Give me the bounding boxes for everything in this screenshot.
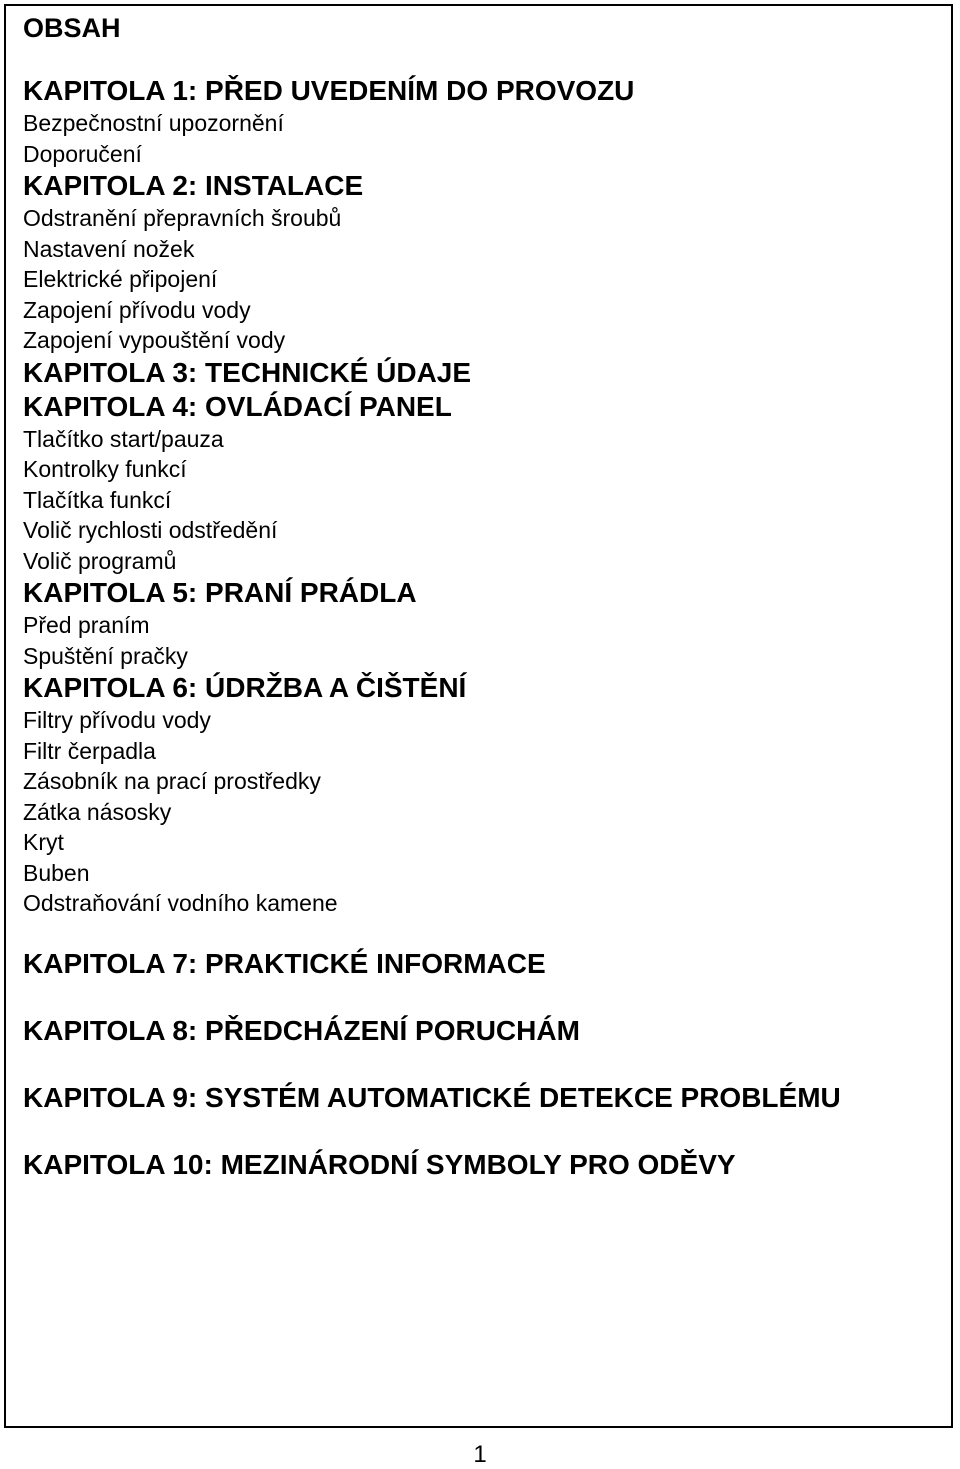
toc-item: Bezpečnostní upozornění xyxy=(23,110,284,136)
page-number: 1 xyxy=(473,1441,487,1468)
toc-item: Tlačítka funkcí xyxy=(23,486,172,513)
toc-item: Kontrolky funkcí xyxy=(23,456,187,482)
toc-chapter-3: KAPITOLA 3: TECHNICKÉ ÚDAJE xyxy=(23,356,472,388)
toc-item: Doporučení xyxy=(23,140,142,167)
table-of-contents xyxy=(23,74,933,1182)
toc-item: Zátka násosky xyxy=(23,798,172,825)
toc-chapter-2: KAPITOLA 2: INSTALACE xyxy=(23,170,364,201)
toc-item: Filtry přívodu vody xyxy=(23,707,211,733)
toc-chapter-1: KAPITOLA 1: PŘED UVEDENÍM DO PROVOZU xyxy=(23,75,635,106)
toc-item: Buben xyxy=(23,859,90,886)
toc-item: Před praním xyxy=(23,612,150,638)
toc-chapter-7: KAPITOLA 7: PRAKTICKÉ INFORMACE xyxy=(23,947,546,979)
toc-item: Filtr čerpadla xyxy=(23,737,156,764)
toc-chapter-10: KAPITOLA 10: MEZINÁRODNÍ SYMBOLY PRO ODĚVY xyxy=(23,1148,736,1180)
toc-item: Odstranění přepravních šroubů xyxy=(23,205,342,231)
toc-item: Zapojení přívodu vody xyxy=(23,296,251,323)
page-title: OBSAH xyxy=(23,13,121,43)
toc-item: Elektrické připojení xyxy=(23,266,218,292)
toc-item: Tlačítko start/pauza xyxy=(23,425,224,452)
toc-chapter-9: KAPITOLA 9: SYSTÉM AUTOMATICKÉ DETEKCE PROBLÉMU xyxy=(23,1081,841,1113)
toc-chapter-6: KAPITOLA 6: ÚDRŽBA A ČIŠTĚNÍ xyxy=(23,672,467,703)
toc-item: Zapojení vypouštění vody xyxy=(23,327,286,353)
toc-item: Volič rychlosti odstředění xyxy=(23,517,278,543)
toc-item: Odstraňování vodního kamene xyxy=(23,890,338,916)
toc-item: Zásobník na prací prostředky xyxy=(23,768,321,794)
toc-item: Volič programů xyxy=(23,547,177,574)
toc-chapter-8: KAPITOLA 8: PŘEDCHÁZENÍ PORUCHÁM xyxy=(23,1014,580,1046)
toc-item: Kryt xyxy=(23,829,64,855)
toc-chapter-5: KAPITOLA 5: PRANÍ PRÁDLA xyxy=(23,577,417,608)
toc-item: Nastavení nožek xyxy=(23,235,195,262)
toc-item: Spuštění pračky xyxy=(23,642,188,669)
toc-chapter-4: KAPITOLA 4: OVLÁDACÍ PANEL xyxy=(23,390,452,422)
